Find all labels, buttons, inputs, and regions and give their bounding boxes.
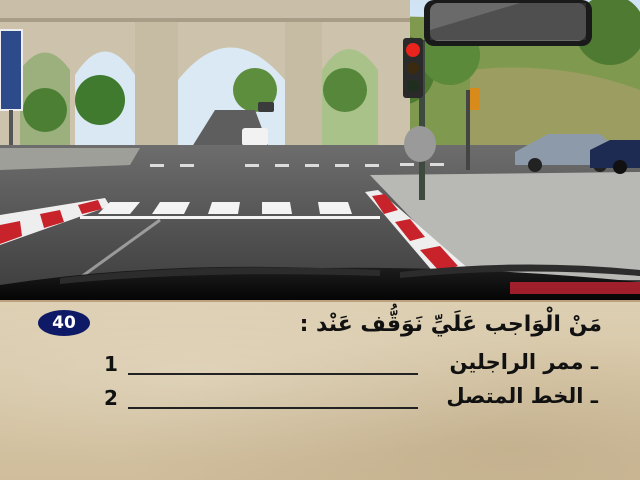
continuous-line [80, 216, 380, 219]
rear-view-mirror [424, 0, 592, 46]
sign-back [404, 126, 436, 162]
question-number-badge: 40 [38, 310, 90, 336]
question-panel [0, 300, 640, 480]
white-car [242, 128, 268, 146]
question-text: مَنْ الْوَاجب عَلَيِّ نَوَقُّف عَنْد : [299, 312, 602, 337]
answer-option-1[interactable] [104, 350, 598, 380]
answer-index: 2 [104, 386, 118, 410]
answer-index: 1 [104, 352, 118, 376]
answer-text: ـ الخط المتصل [446, 384, 598, 408]
answer-text: ـ ممر الراجلين [449, 350, 598, 374]
answer-line [128, 407, 418, 409]
answer-line [128, 373, 418, 375]
answer-option-2[interactable] [104, 384, 598, 414]
